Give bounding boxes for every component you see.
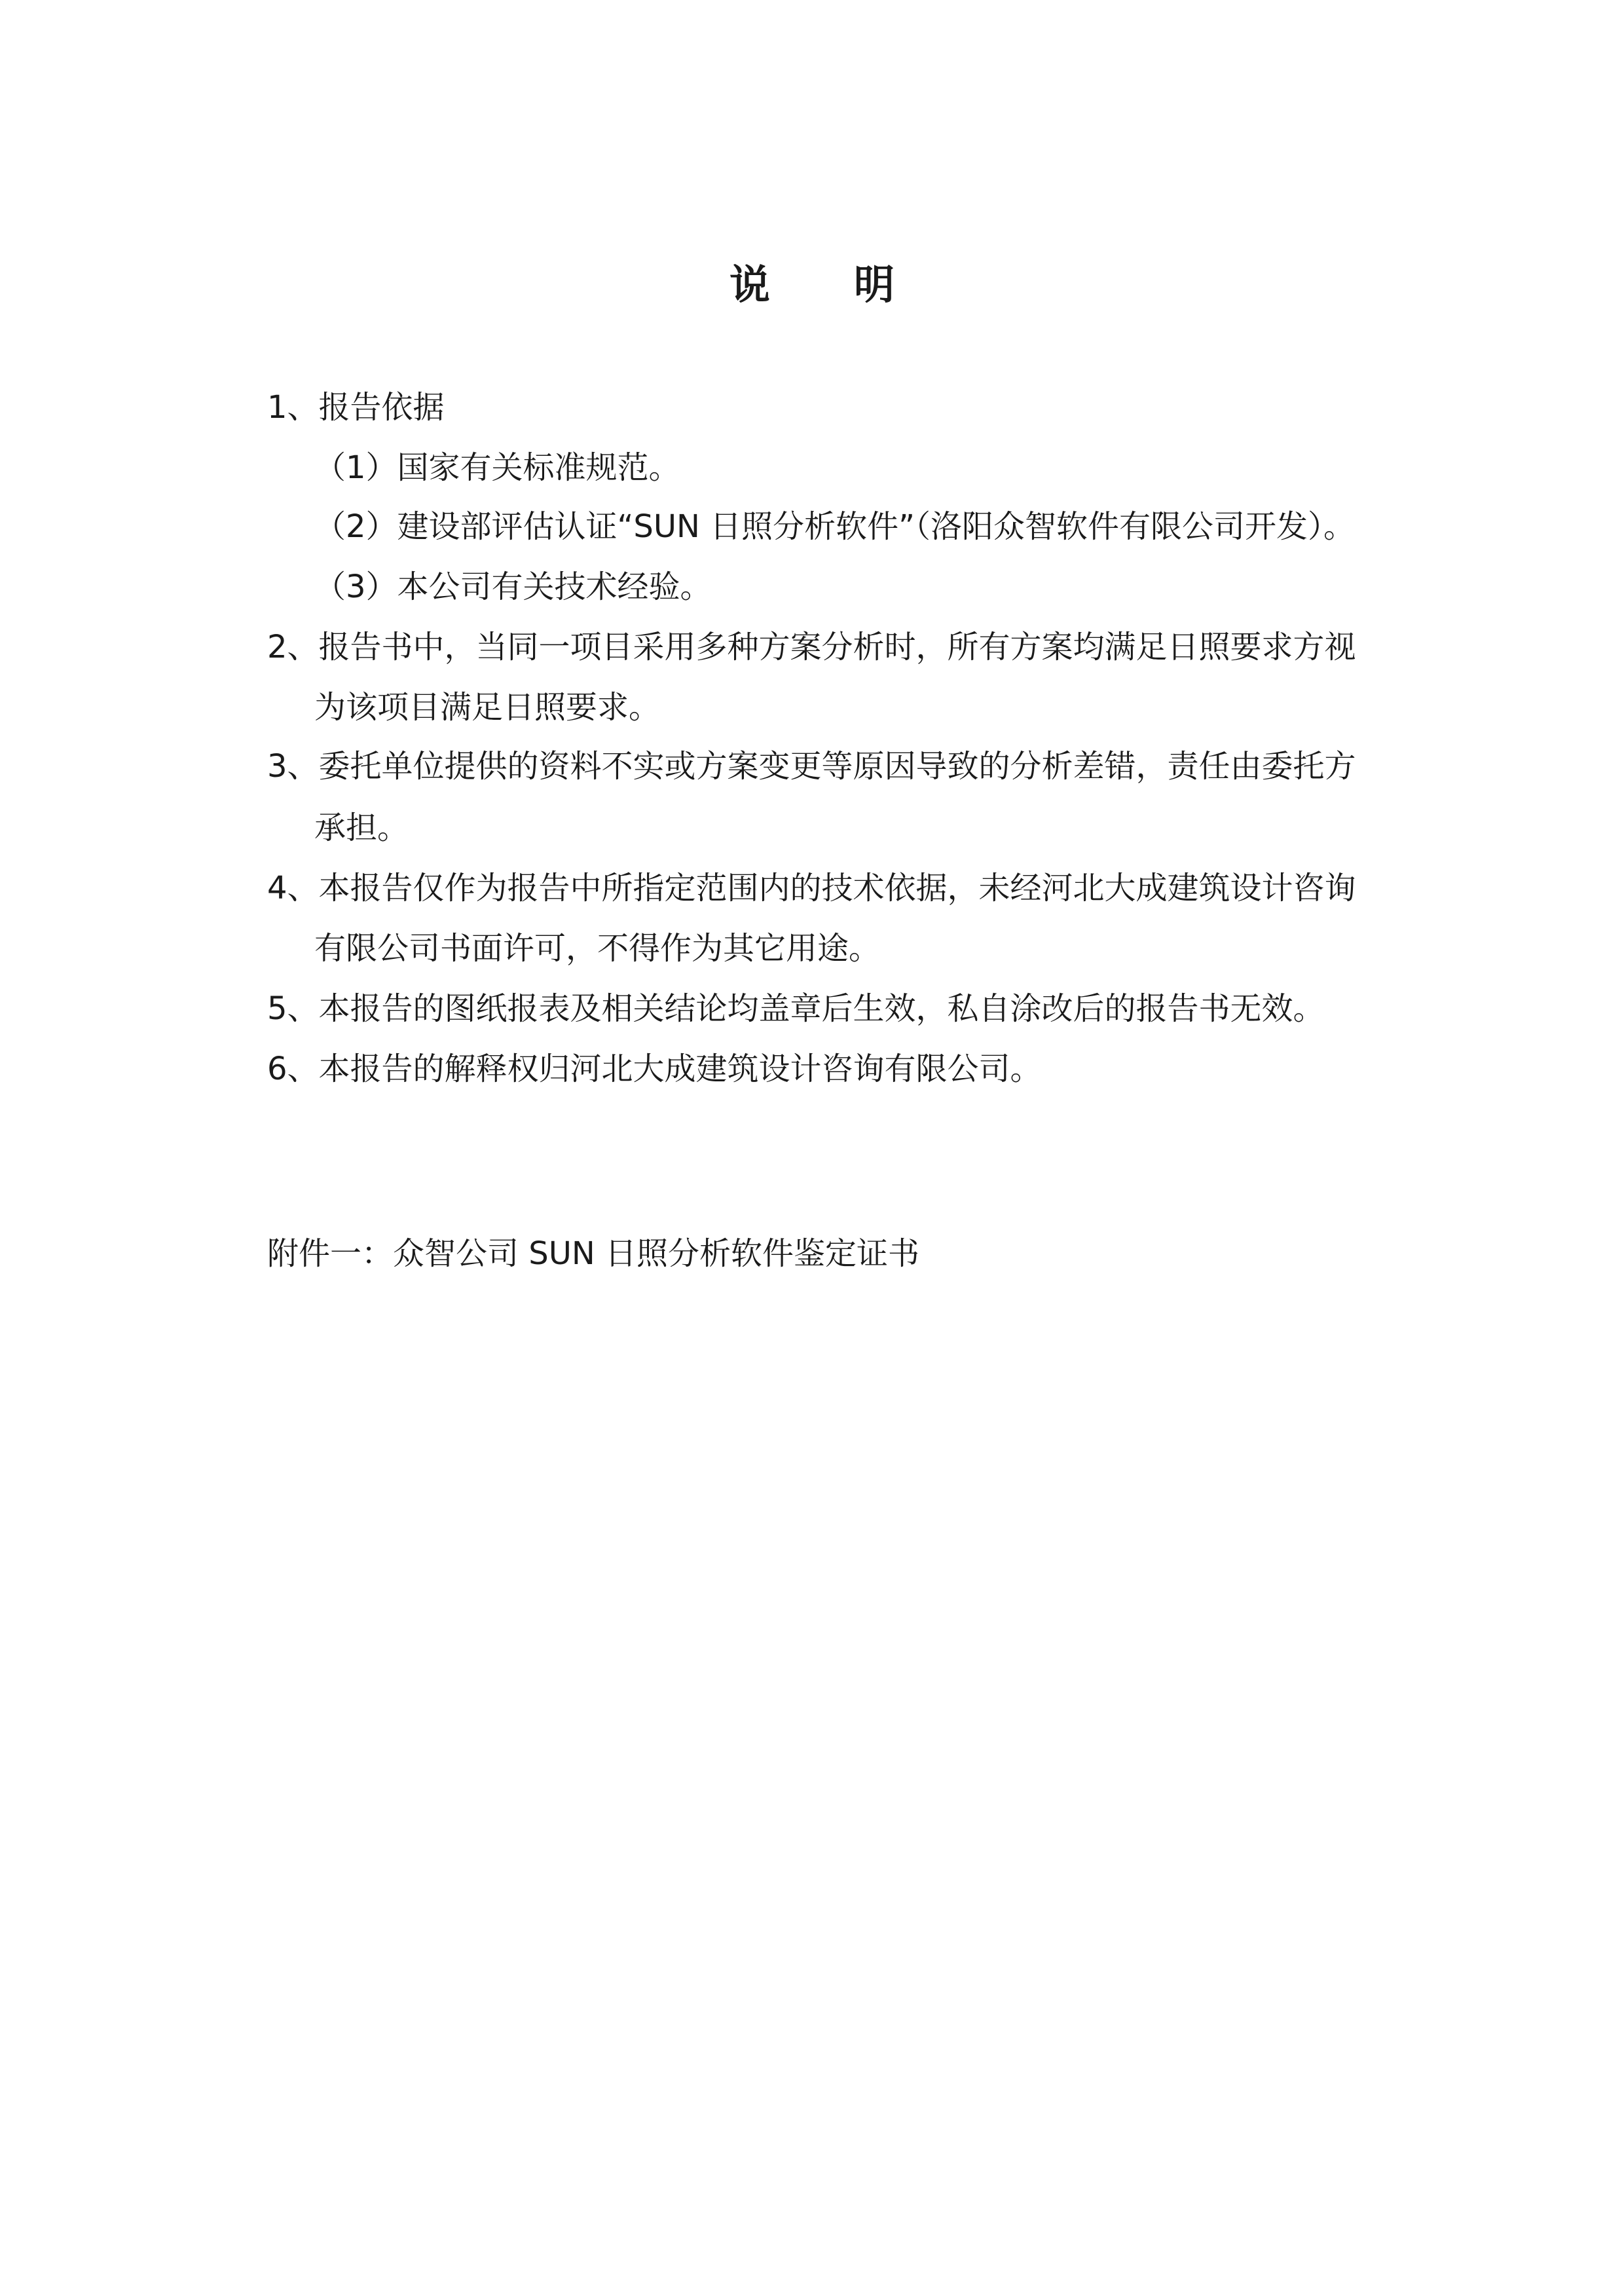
item-1-sub-1: （1）国家有关标准规范。 (314, 449, 680, 486)
item-5: 5、本报告的图纸报表及相关结论均盖章后生效，私自涂改后的报告书无效。 (267, 990, 1325, 1027)
item-2: 2、报告书中，当同一项目采用多种方案分析时，所有方案均满足日照要求方视 (267, 629, 1356, 665)
item-1-sub-2: （2）建设部评估认证“SUN 日照分析软件”（洛阳众智软件有限公司开发）。 (314, 508, 1356, 545)
item-2-cont: 为该项目满足日照要求。 (314, 689, 661, 726)
item-3: 3、委托单位提供的资料不实或方案变更等原因导致的分析差错，责任由委托方 (267, 748, 1356, 785)
item-4: 4、本报告仅作为报告中所指定范围内的技术依据，未经河北大成建筑设计咨询 (267, 870, 1356, 906)
page-title: 说明 (729, 261, 978, 308)
item-1-sub-3: （3）本公司有关技术经验。 (314, 569, 712, 605)
item-4-cont: 有限公司书面许可，不得作为其它用途。 (314, 930, 881, 967)
item-6: 6、本报告的解释权归河北大成建筑设计咨询有限公司。 (267, 1051, 1042, 1087)
item-3-cont: 承担。 (314, 810, 409, 846)
item-1-heading: 1、报告依据 (267, 389, 445, 426)
attachment-note: 附件一：众智公司 SUN 日照分析软件鉴定证书 (267, 1235, 920, 1272)
